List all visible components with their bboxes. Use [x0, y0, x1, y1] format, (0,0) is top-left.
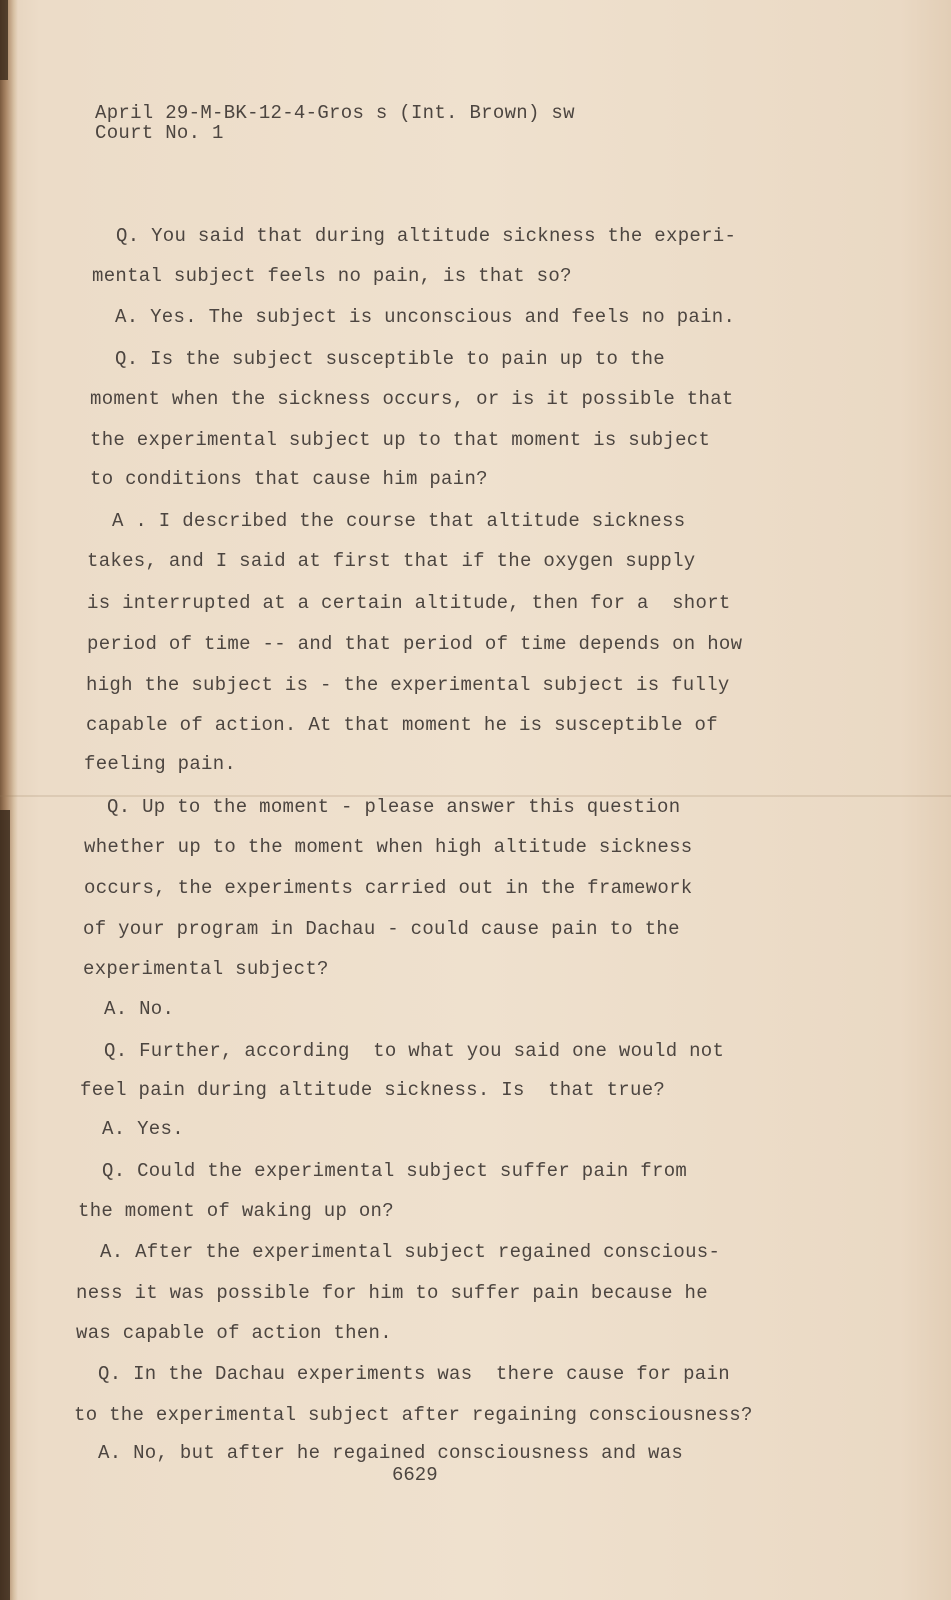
body-line: is interrupted at a certain altitude, then for a short — [87, 592, 731, 614]
body-line: capable of action. At that moment he is susceptible of — [86, 714, 718, 736]
body-line: A . I described the course that altitude sickness — [112, 510, 686, 532]
header-line-2: Court No. 1 — [95, 122, 224, 144]
body-line: experimental subject? — [83, 958, 329, 980]
body-line: A. Yes. — [102, 1118, 184, 1140]
body-line: mental subject feels no pain, is that so? — [92, 265, 572, 287]
body-line: high the subject is - the experimental subject is fully — [86, 674, 730, 696]
page-edge-shadow-bottom — [0, 810, 10, 1600]
body-line: whether up to the moment when high altitude sickness — [84, 836, 693, 858]
body-line: ness it was possible for him to suffer pain because he — [76, 1282, 708, 1304]
body-line: period of time -- and that period of time depends on how — [87, 633, 743, 655]
body-line: Q. Is the subject susceptible to pain up to the — [115, 348, 665, 370]
body-line: A. Yes. The subject is unconscious and feels no pain. — [115, 306, 736, 328]
page-edge-shadow-top — [0, 0, 8, 80]
body-line: Q. Further, according to what you said one would not — [104, 1040, 725, 1062]
body-line: A. No, but after he regained consciousness and was — [98, 1442, 684, 1464]
body-line: the moment of waking up on? — [78, 1200, 394, 1222]
body-line: Q. In the Dachau experiments was there cause for pain — [98, 1363, 730, 1385]
body-line: of your program in Dachau - could cause pain to the — [83, 918, 680, 940]
body-line: A. After the experimental subject regained conscious- — [100, 1241, 721, 1263]
body-line: A. No. — [104, 998, 175, 1020]
body-line: Q. You said that during altitude sickness the experi- — [116, 225, 737, 247]
body-line: to conditions that cause him pain? — [90, 468, 488, 490]
body-line: moment when the sickness occurs, or is it possible that — [90, 388, 734, 410]
body-line: takes, and I said at first that if the oxygen supply — [87, 550, 696, 572]
body-line: the experimental subject up to that moment is subject — [90, 429, 711, 451]
body-line: was capable of action then. — [76, 1322, 392, 1344]
body-line: occurs, the experiments carried out in the framework — [84, 877, 693, 899]
body-line: Q. Up to the moment - please answer this question — [107, 796, 681, 818]
body-line: Q. Could the experimental subject suffer pain from — [102, 1160, 688, 1182]
body-line: feeling pain. — [84, 753, 237, 775]
body-line: feel pain during altitude sickness. Is that true? — [80, 1079, 666, 1101]
page-number: 6629 — [392, 1464, 438, 1486]
header-line-1: April 29-M-BK-12-4-Gros s (Int. Brown) sw — [95, 102, 575, 124]
body-line: to the experimental subject after regaining consciousness? — [74, 1404, 753, 1426]
